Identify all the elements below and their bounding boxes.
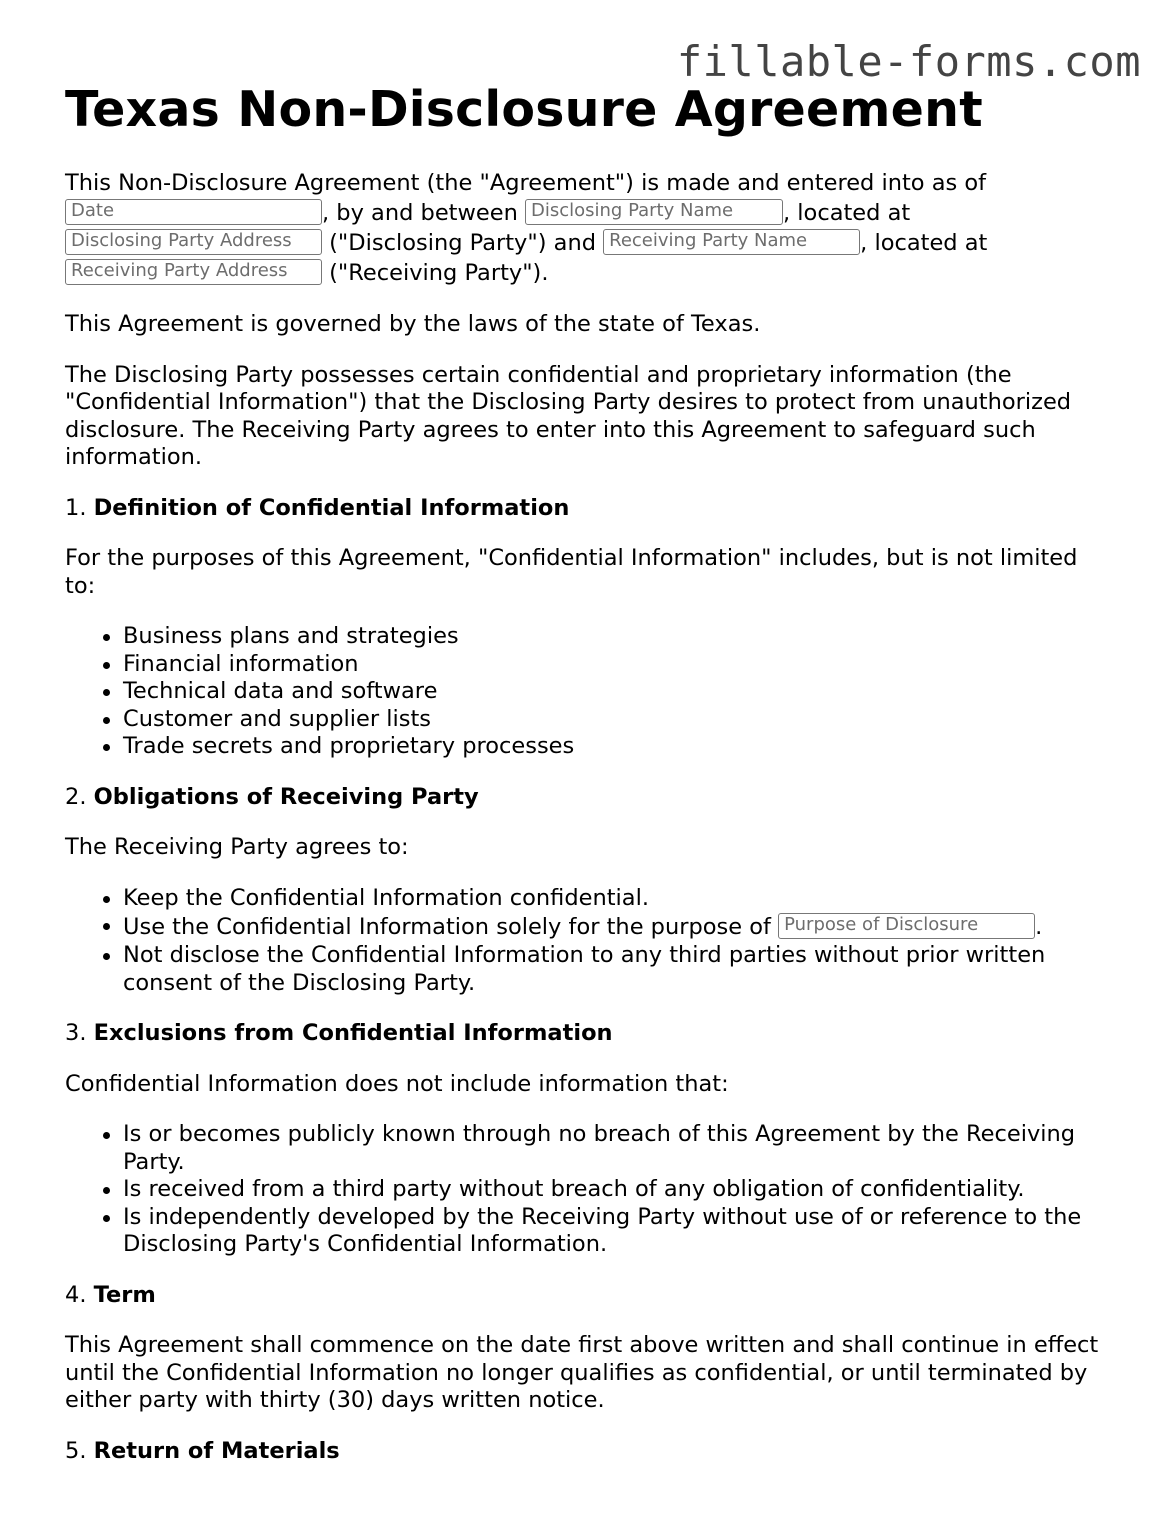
background-paragraph: The Disclosing Party possesses certain confidential and proprietary information (the "Confidential Information") that the Disclosing Party desires to protect from unauthorized disclosure. The Receiving Party agrees to enter into this Agreement to safeguard such information. (65, 361, 1072, 470)
document-page (65, 80, 1110, 1488)
intro-text-3: , located at (783, 200, 911, 226)
date-field[interactable]: Date (65, 199, 322, 225)
list-item: Technical data and software (123, 678, 1110, 706)
list-item: Business plans and strategies (123, 623, 1110, 651)
list-item: Trade secrets and proprietary processes (123, 733, 1110, 761)
section-2-text: The Receiving Party agrees to: (65, 834, 409, 860)
section-2-heading (65, 784, 1110, 812)
intro-text-2: , by and between (322, 200, 518, 226)
list-item: Not disclose the Confidential Information to any third parties without prior written consent of the Disclosing Party. (123, 942, 1110, 997)
disclosing-party-address-field[interactable]: Disclosing Party Address (65, 229, 322, 255)
purpose-text: Use the Confidential Information solely for the purpose of (123, 914, 771, 940)
intro-text-6: ("Receiving Party"). (329, 260, 549, 286)
section-5-heading (65, 1438, 1110, 1466)
section-2-number: 2. (65, 783, 87, 810)
section-2-title: Obligations of Receiving Party (93, 783, 479, 810)
page-title: Texas Non-Disclosure Agreement (65, 81, 983, 138)
section-2-list (65, 885, 1110, 998)
section-3-heading (65, 1020, 1110, 1048)
section-5-title: Return of Materials (93, 1437, 340, 1464)
list-item (123, 912, 1110, 942)
list-item: Keep the Confidential Information confidential. (123, 885, 1110, 913)
purpose-of-disclosure-field[interactable]: Purpose of Disclosure (778, 913, 1035, 939)
purpose-period: . (1035, 914, 1043, 940)
section-1-text: For the purposes of this Agreement, "Confidential Information" includes, but is not limited to: (65, 545, 1078, 599)
section-4-number: 4. (65, 1281, 87, 1308)
list-item: Is or becomes publicly known through no breach of this Agreement by the Receiving Party. (123, 1121, 1110, 1176)
section-1-title: Definition of Confidential Information (93, 494, 570, 521)
receiving-party-address-field[interactable]: Receiving Party Address (65, 259, 322, 285)
list-item: Is received from a third party without breach of any obligation of confidentiality. (123, 1176, 1110, 1204)
section-3-number: 3. (65, 1020, 87, 1046)
intro-paragraph (65, 168, 1110, 288)
governing-law-paragraph: This Agreement is governed by the laws of the state of Texas. (65, 311, 761, 337)
disclosing-party-name-field[interactable]: Disclosing Party Name (525, 199, 783, 225)
section-3-text: Confidential Information does not include information that: (65, 1070, 729, 1097)
receiving-party-name-field[interactable]: Receiving Party Name (603, 229, 860, 255)
section-4-text: This Agreement shall commence on the date first above written and shall continue in effect until the Confidential Information no longer qualifies as confidential, or until terminated by either party with thirty (30) days written notice. (65, 1332, 1099, 1413)
section-1-number: 1. (65, 494, 87, 521)
section-4-title: Term (93, 1281, 156, 1308)
intro-text-1: This Non-Disclosure Agreement (the "Agreement") is made and entered into as of (65, 170, 987, 196)
section-1-heading (65, 495, 1110, 523)
section-4-heading (65, 1282, 1110, 1310)
section-5-number: 5. (65, 1437, 87, 1464)
list-item: Financial information (123, 651, 1110, 679)
section-3-list (65, 1121, 1110, 1259)
list-item: Is independently developed by the Receiving Party without use of or reference to the Disclosing Party's Confidential Information. (123, 1204, 1110, 1259)
intro-text-5: , located at (860, 230, 988, 256)
list-item: Customer and supplier lists (123, 706, 1110, 734)
site-watermark: fillable-forms.com (676, 37, 1141, 86)
section-3-title: Exclusions from Confidential Information (93, 1020, 613, 1046)
section-1-list (65, 623, 1110, 761)
intro-text-4: ("Disclosing Party") and (329, 230, 596, 256)
